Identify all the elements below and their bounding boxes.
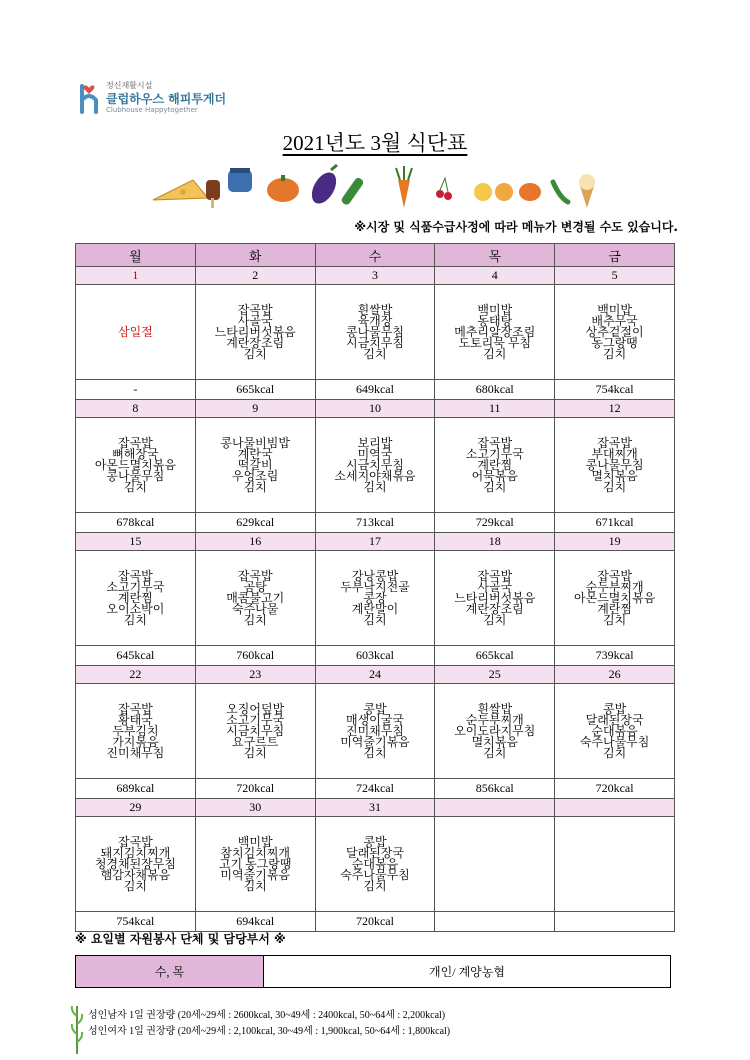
menu-item: 고기 동그랑땡 xyxy=(218,856,292,871)
menu-item: 김치 xyxy=(363,612,387,627)
menu-item: 백미밥 xyxy=(477,302,513,317)
menu-item: 김치 xyxy=(123,612,147,627)
menu-item: 진미채무침 xyxy=(346,723,404,738)
menu-item: 순두부찌개 xyxy=(585,579,644,594)
menu-item: 순대볶음 xyxy=(591,723,638,738)
clubhouse-logo xyxy=(78,78,248,118)
date-cell: 12 xyxy=(555,400,675,418)
date-cell: 23 xyxy=(195,666,315,684)
menu-item: 김치 xyxy=(603,346,627,361)
weekday-header: 목 xyxy=(435,244,555,267)
menu-item: 김치 xyxy=(483,479,507,494)
volunteer-section-title: ※ 요일별 자원봉사 단체 및 담당부서 ※ xyxy=(75,932,286,946)
menu-item: 부대찌개 xyxy=(591,446,638,461)
menu-item: 김치 xyxy=(603,479,627,494)
menu-item: 오징어덮밥 xyxy=(226,701,285,716)
menu-item: 진미채무침 xyxy=(106,745,165,760)
weekday-header: 금 xyxy=(555,244,675,267)
menu-item: 청경채된장무침 xyxy=(94,856,176,871)
menu-item: 김치 xyxy=(603,745,627,760)
menu-item: 계란장조림 xyxy=(465,601,524,616)
menu-item: 동태탕 xyxy=(477,313,513,328)
date-cell: 30 xyxy=(195,799,315,817)
kcal-cell: 629kcal xyxy=(195,513,315,533)
menu-cell xyxy=(195,285,315,380)
date-cell: 25 xyxy=(435,666,555,684)
menu-item: 계란찜 xyxy=(477,457,513,472)
date-cell: 17 xyxy=(315,533,435,551)
kcal-cell: 720kcal xyxy=(555,779,675,799)
eggplant-icon xyxy=(307,165,341,208)
date-cell: 18 xyxy=(435,533,555,551)
menu-cell xyxy=(76,418,196,513)
menu-item: 매생이굴국 xyxy=(346,712,404,727)
menu-row xyxy=(76,817,675,912)
menu-item: 김치 xyxy=(243,745,267,760)
menu-item: 흰쌀밥 xyxy=(477,701,513,716)
menu-item: 백미밥 xyxy=(597,302,632,317)
orange-pumpkin-icon xyxy=(519,183,541,201)
menu-item: 떡갈비 xyxy=(237,457,273,472)
menu-item: 미역줄기볶음 xyxy=(340,734,410,749)
kcal-cell: 603kcal xyxy=(315,646,435,666)
volunteer-days: 수, 목 xyxy=(76,956,264,988)
cucumber-icon xyxy=(340,176,365,206)
date-cell: 9 xyxy=(195,400,315,418)
menu-item: 두부낙지전골 xyxy=(340,579,410,594)
menu-cell xyxy=(315,285,435,380)
menu-cell xyxy=(435,684,555,779)
menu-item: 숙주나물 xyxy=(232,601,279,616)
menu-item: 김치 xyxy=(363,479,387,494)
menu-cell xyxy=(555,418,675,513)
female-calorie-note: 성인여자 1일 권장량 (20세~29세 : 2,100kcal, 30~49세 : 1,900kcal, 50~64세 : 1,800kcal) xyxy=(88,1026,451,1037)
menu-item: 강낭콩밥 xyxy=(351,568,399,583)
menu-item: 어묵볶음 xyxy=(471,468,518,483)
date-cell: 1 xyxy=(76,267,196,285)
holiday-cell xyxy=(76,285,196,380)
date-cell: 5 xyxy=(555,267,675,285)
kcal-cell: 856kcal xyxy=(435,779,555,799)
menu-item: 숙주나물무침 xyxy=(579,734,650,749)
kcal-row xyxy=(76,380,675,400)
menu-item: 오이소박이 xyxy=(106,601,165,616)
menu-cell xyxy=(555,285,675,380)
menu-item: 느타리버섯볶음 xyxy=(214,324,296,339)
menu-item: 느타리버섯볶음 xyxy=(454,590,536,605)
date-row xyxy=(76,533,675,551)
cherry-icon xyxy=(436,178,452,200)
menu-item: 잡곡밥 xyxy=(118,435,153,450)
menu-item: 김치 xyxy=(243,878,267,893)
date-row xyxy=(76,400,675,418)
menu-item: 흰쌀밥 xyxy=(357,302,393,317)
menu-item: 소고기무국 xyxy=(226,712,285,727)
menu-item: 순두부찌개 xyxy=(465,712,524,727)
kcal-cell: 665kcal xyxy=(195,380,315,400)
kcal-cell xyxy=(435,912,555,932)
weekday-header: 월 xyxy=(76,244,196,267)
kcal-row xyxy=(76,513,675,533)
ice-cream-cone-icon xyxy=(579,174,595,208)
date-cell: 16 xyxy=(195,533,315,551)
menu-cell xyxy=(315,817,435,912)
menu-item: 잡곡밥 xyxy=(118,834,153,849)
kcal-cell: 760kcal xyxy=(195,646,315,666)
menu-item: 메추리알장조림 xyxy=(454,324,536,339)
menu-item: 순대볶음 xyxy=(351,856,399,871)
weekday-header: 수 xyxy=(315,244,435,267)
menu-cell xyxy=(195,418,315,513)
kcal-cell: 720kcal xyxy=(195,779,315,799)
menu-item: 곰탕 xyxy=(243,579,267,594)
page-title: 2021년도 3월 식단표 xyxy=(282,131,468,155)
date-cell xyxy=(435,799,555,817)
menu-cell xyxy=(555,684,675,779)
menu-item: 콩나물무침 xyxy=(585,457,644,472)
kcal-cell: 724kcal xyxy=(315,779,435,799)
date-cell: 4 xyxy=(435,267,555,285)
menu-item: 달래된장국 xyxy=(346,845,404,860)
date-cell: 24 xyxy=(315,666,435,684)
menu-item: 잡곡밥 xyxy=(477,568,513,583)
kcal-cell: 678kcal xyxy=(76,513,196,533)
menu-item: 요구르트 xyxy=(232,734,279,749)
kcal-cell: - xyxy=(76,380,196,400)
menu-cell xyxy=(315,551,435,646)
volunteer-row xyxy=(76,956,671,988)
menu-item: 두부김치 xyxy=(112,723,159,738)
menu-item: 계란찜 xyxy=(597,601,632,616)
menu-item: 아몬드멸치볶음 xyxy=(574,590,656,605)
kcal-cell: 754kcal xyxy=(76,912,196,932)
pumpkin-icon xyxy=(267,175,299,202)
menu-item: 잡곡밥 xyxy=(597,568,632,583)
menu-item: 콩밥 xyxy=(603,701,627,716)
menu-item: 시금치무침 xyxy=(346,457,404,472)
date-cell: 29 xyxy=(76,799,196,817)
menu-item: 김치 xyxy=(243,479,267,494)
pepper-icon xyxy=(553,182,568,202)
menu-item: 김치 xyxy=(123,479,147,494)
menu-cell xyxy=(76,817,196,912)
menu-item: 잡곡밥 xyxy=(597,435,632,450)
menu-item: 멸치볶음 xyxy=(471,734,518,749)
food-illustration-banner xyxy=(148,160,608,210)
menu-item: 김치 xyxy=(483,346,507,361)
menu-item: 참치김치찌개 xyxy=(220,845,290,860)
date-cell: 3 xyxy=(315,267,435,285)
menu-item: 콩밥 xyxy=(363,701,387,716)
menu-item: 콩나물무침 xyxy=(106,468,165,483)
menu-cell xyxy=(76,551,196,646)
kcal-cell: 754kcal xyxy=(555,380,675,400)
menu-item: 김치 xyxy=(363,745,387,760)
ice-cream-bar-icon xyxy=(206,180,220,208)
kcal-row xyxy=(76,646,675,666)
menu-item: 도토리묵 무침 xyxy=(458,335,532,350)
jar-icon xyxy=(228,168,252,192)
date-cell: 31 xyxy=(315,799,435,817)
menu-item: 콩나물무침 xyxy=(346,324,404,339)
menu-item: 김치 xyxy=(243,612,267,627)
menu-cell xyxy=(315,684,435,779)
logo-english: Clubhouse Happytogether xyxy=(106,106,198,114)
menu-cell xyxy=(76,684,196,779)
menu-item: 계란찜 xyxy=(118,590,153,605)
menu-cell xyxy=(555,817,675,912)
date-cell: 11 xyxy=(435,400,555,418)
fruit-slices-icon xyxy=(474,183,513,201)
kcal-cell: 689kcal xyxy=(76,779,196,799)
menu-item: 멸치볶음 xyxy=(591,468,638,483)
menu-cell xyxy=(195,817,315,912)
menu-item: 잡곡밥 xyxy=(237,302,273,317)
volunteer-organization: 개인/ 계양농협 xyxy=(264,956,671,988)
menu-cell xyxy=(435,418,555,513)
kcal-cell: 694kcal xyxy=(195,912,315,932)
menu-item: 소고기무국 xyxy=(106,579,165,594)
menu-item: 잡곡밥 xyxy=(237,568,273,583)
logo-subtitle: 정신재활시설 xyxy=(106,81,153,90)
kcal-cell: 713kcal xyxy=(315,513,435,533)
menu-item: 계란장조림 xyxy=(226,335,285,350)
kcal-cell: 729kcal xyxy=(435,513,555,533)
menu-item: 계란국 xyxy=(237,446,273,461)
date-cell: 2 xyxy=(195,267,315,285)
date-cell: 15 xyxy=(76,533,196,551)
holiday-name: 삼일절 xyxy=(118,324,153,339)
date-cell: 10 xyxy=(315,400,435,418)
menu-item: 오이도라지무침 xyxy=(454,723,536,738)
menu-item: 가지볶음 xyxy=(112,734,159,749)
menu-item: 콩밥 xyxy=(363,834,387,849)
menu-item: 햄감자채볶음 xyxy=(100,867,171,882)
date-row xyxy=(76,666,675,684)
weekday-header: 화 xyxy=(195,244,315,267)
menu-item: 아몬드멸치볶음 xyxy=(94,457,176,472)
date-cell: 19 xyxy=(555,533,675,551)
menu-item: 백미밥 xyxy=(237,834,273,849)
menu-item: 시금치무침 xyxy=(226,723,285,738)
menu-cell xyxy=(315,418,435,513)
menu-row xyxy=(76,684,675,779)
menu-item: 김치 xyxy=(243,346,267,361)
menu-item: 매콤불고기 xyxy=(226,590,285,605)
date-cell: 8 xyxy=(76,400,196,418)
menu-cell xyxy=(435,817,555,912)
menu-item: 보리밥 xyxy=(357,435,393,450)
menu-item: 계란말이 xyxy=(351,601,399,616)
menu-item: 김치 xyxy=(363,878,387,893)
menu-item: 잡곡밥 xyxy=(118,568,153,583)
menu-item: 소세지야채볶음 xyxy=(334,468,416,483)
menu-item: 콩나물비빔밥 xyxy=(220,435,290,450)
kcal-cell: 720kcal xyxy=(315,912,435,932)
menu-change-notice: ※시장 및 식품수급사정에 따라 메뉴가 변경될 수도 있습니다. xyxy=(354,220,678,234)
kcal-cell xyxy=(555,912,675,932)
menu-item: 뼈해장국 xyxy=(112,446,159,461)
menu-item: 김치 xyxy=(603,612,627,627)
menu-item: 김치 xyxy=(363,346,387,361)
logo-name: 클럽하우스 해피투게더 xyxy=(106,92,227,106)
menu-item: 소고기무국 xyxy=(465,446,524,461)
meal-menu-table xyxy=(75,243,675,932)
menu-item: 미역줄기볶음 xyxy=(220,867,290,882)
menu-item: 잡곡밥 xyxy=(118,701,153,716)
cheese-icon xyxy=(153,180,208,200)
date-cell: 26 xyxy=(555,666,675,684)
menu-cell xyxy=(435,285,555,380)
date-row xyxy=(76,267,675,285)
kcal-cell: 671kcal xyxy=(555,513,675,533)
menu-row xyxy=(76,285,675,380)
menu-item: 숙주나물무침 xyxy=(340,867,410,882)
date-cell xyxy=(555,799,675,817)
menu-item: 잡곡밥 xyxy=(477,435,513,450)
menu-item: 콩장 xyxy=(363,590,387,605)
menu-item: 돼지김치찌개 xyxy=(100,845,171,860)
kcal-cell: 665kcal xyxy=(435,646,555,666)
menu-item: 육개장 xyxy=(357,313,393,328)
volunteer-table xyxy=(75,955,671,988)
menu-item: 상추겉절이 xyxy=(585,324,644,339)
kcal-row xyxy=(76,912,675,932)
menu-item: 시금치무침 xyxy=(346,335,404,350)
date-row xyxy=(76,799,675,817)
menu-cell xyxy=(555,551,675,646)
menu-cell xyxy=(195,551,315,646)
kcal-cell: 649kcal xyxy=(315,380,435,400)
weekday-header-row xyxy=(76,244,675,267)
plant-icon xyxy=(70,1002,84,1054)
menu-item: 배추무국 xyxy=(591,313,638,328)
menu-item: 황태국 xyxy=(118,712,153,727)
menu-item: 김치 xyxy=(123,878,147,893)
menu-row xyxy=(76,418,675,513)
menu-item: 사골국 xyxy=(477,579,513,594)
date-cell: 22 xyxy=(76,666,196,684)
menu-item: 우엉조림 xyxy=(232,468,279,483)
menu-item: 달래된장국 xyxy=(585,712,644,727)
menu-row xyxy=(76,551,675,646)
kcal-row xyxy=(76,779,675,799)
menu-item: 김치 xyxy=(483,745,507,760)
menu-item: 동그랑땡 xyxy=(591,335,638,350)
menu-item: 미역국 xyxy=(357,446,393,461)
male-calorie-note: 성인남자 1일 권장량 (20세~29세 : 2600kcal, 30~49세 : 2400kcal, 50~64세 : 2,200kcal) xyxy=(88,1010,446,1021)
kcal-cell: 680kcal xyxy=(435,380,555,400)
kcal-cell: 645kcal xyxy=(76,646,196,666)
menu-cell xyxy=(435,551,555,646)
menu-item: 사골국 xyxy=(237,313,273,328)
logo-h-icon xyxy=(78,80,100,114)
menu-cell xyxy=(195,684,315,779)
menu-item: 김치 xyxy=(483,612,507,627)
kcal-cell: 739kcal xyxy=(555,646,675,666)
carrot-icon xyxy=(396,166,412,208)
